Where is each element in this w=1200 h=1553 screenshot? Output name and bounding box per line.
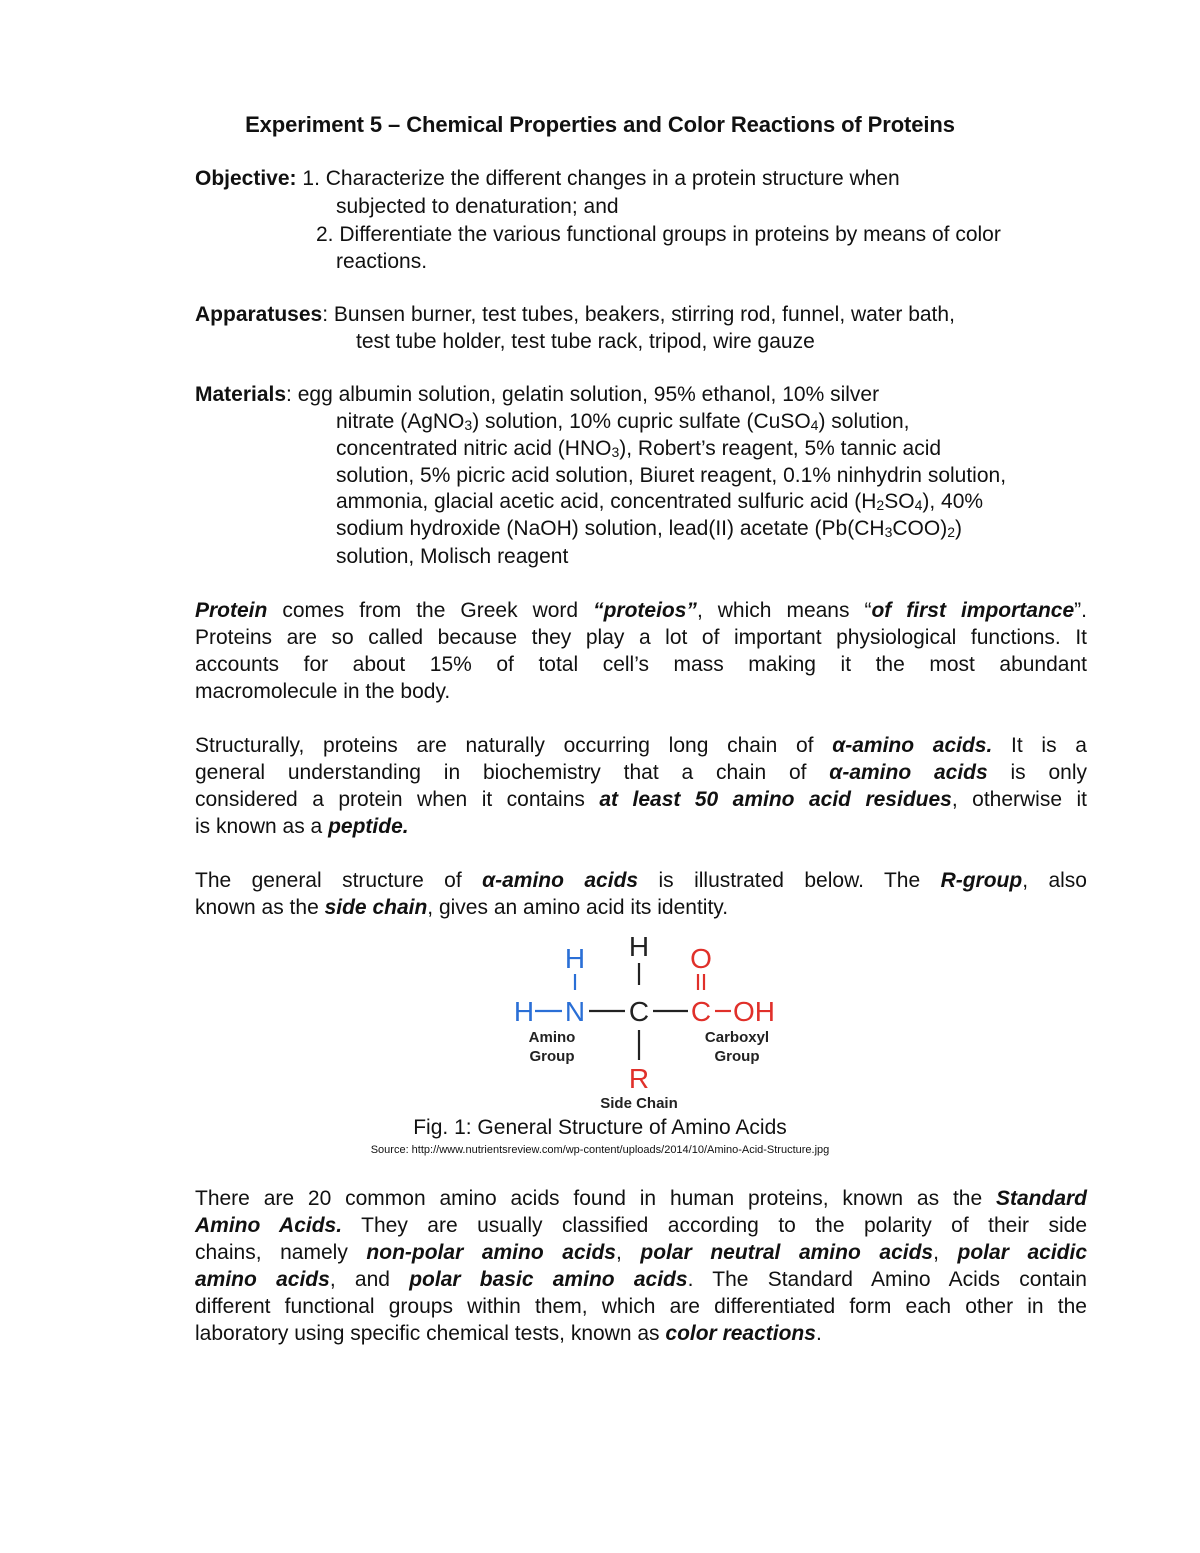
subscript: 4: [914, 497, 923, 513]
paragraph-general-structure: [195, 867, 1087, 921]
emphasis: amino acids: [195, 1268, 330, 1291]
objective-item-1-continued: subjected to denaturation; and: [336, 195, 619, 218]
carboxyl-group-label-2: Group: [714, 1048, 760, 1065]
subscript: 3: [611, 444, 620, 460]
materials-line-2: [336, 408, 910, 435]
objective-item-2-number: 2.: [316, 223, 334, 246]
text: , otherwise it: [951, 788, 1087, 811]
emphasis: of first importance: [871, 599, 1075, 622]
objective-label: Objective:: [195, 167, 297, 190]
subscript: 2: [947, 524, 955, 540]
materials-text: COO): [892, 517, 948, 540]
paragraph-line: [195, 1212, 1087, 1239]
o-label: O: [690, 943, 712, 974]
paragraph-line: [195, 732, 1087, 759]
materials-line-3: [336, 435, 941, 462]
side-chain-label: Side Chain: [600, 1095, 678, 1112]
h-left-label: H: [513, 996, 535, 1027]
amino-group-label-2: Group: [529, 1048, 575, 1065]
apparatuses-text: : Bunsen burner, test tubes, beakers, stirring rod, funnel, water bath,: [322, 303, 955, 326]
materials-line-5: [336, 488, 983, 515]
emphasis: non-polar amino acids: [366, 1241, 616, 1264]
emphasis: Standard: [995, 1187, 1087, 1210]
emphasis: α-amino acids.: [832, 734, 993, 757]
materials-line-7: solution, Molisch reagent: [336, 545, 569, 568]
apparatuses-label: Apparatuses: [195, 303, 323, 326]
h-amino-label: H: [564, 943, 586, 974]
apparatuses-line-2: test tube holder, test tube rack, tripod, wire gauze: [356, 330, 815, 353]
text: general understanding in biochemistry that a chain of: [195, 761, 830, 784]
text: It is a: [992, 734, 1087, 757]
c-carboxyl-label: C: [690, 996, 712, 1027]
materials-line-1: [195, 381, 879, 408]
text: ”.: [1074, 599, 1087, 622]
emphasis: R-group: [940, 869, 1023, 892]
text: The general structure of: [195, 869, 483, 892]
text: . The Standard Amino Acids contain: [687, 1268, 1087, 1291]
objective-line-1: [195, 165, 900, 192]
r-group-label: R: [628, 1063, 650, 1094]
text: , also: [1022, 869, 1087, 892]
n-label: N: [564, 996, 586, 1027]
c-alpha-label: C: [628, 996, 650, 1027]
text: .: [815, 1322, 822, 1345]
apparatuses-line-1: [195, 301, 955, 328]
h-top-label: H: [628, 931, 650, 962]
emphasis: color reactions: [665, 1322, 816, 1345]
paragraph-structure: [195, 732, 1087, 840]
materials-text: ): [954, 517, 962, 540]
emphasis: peptide.: [328, 815, 409, 838]
paragraph-line: [195, 813, 1087, 840]
objective-line-2: [316, 221, 1001, 248]
text: ,: [933, 1241, 958, 1264]
paragraph-line: different functional groups within them, which are differentiated form each other in the: [195, 1295, 1087, 1318]
objective-item-2-continued: reactions.: [336, 250, 428, 273]
emphasis: α-amino acids: [829, 761, 988, 784]
materials-line-4: solution, 5% picric acid solution, Biuret reagent, 0.1% ninhydrin solution,: [336, 464, 1007, 487]
paragraph-line: [195, 1320, 1087, 1347]
text: , which means “: [696, 599, 872, 622]
text: ,: [615, 1241, 641, 1264]
text: is only: [987, 761, 1087, 784]
figure-caption: Fig. 1: General Structure of Amino Acids: [413, 1116, 787, 1139]
emphasis: polar neutral amino acids: [640, 1241, 934, 1264]
amino-group-label-1: Amino: [528, 1029, 576, 1046]
paragraph-line: [195, 1239, 1087, 1266]
materials-line-6: [336, 515, 962, 542]
materials-text: ), 40%: [922, 490, 984, 513]
materials-text: sodium hydroxide (NaOH) solution, lead(II) acetate (Pb(CH: [336, 517, 885, 540]
materials-text: ) solution, 10% cupric sulfate (CuSO: [472, 410, 811, 433]
paragraph-line: macromolecule in the body.: [195, 680, 451, 703]
emphasis: polar acidic: [957, 1241, 1088, 1264]
materials-text: SO: [884, 490, 915, 513]
emphasis: polar basic amino acids: [409, 1268, 688, 1291]
emphasis: “proteios”: [593, 599, 697, 622]
text: considered a protein when it contains: [195, 788, 600, 811]
amino-acid-structure-diagram: [505, 930, 805, 1115]
text: is illustrated below. The: [638, 869, 941, 892]
paragraph-protein-definition: [195, 597, 1087, 705]
text: Structurally, proteins are naturally occurring long chain of: [195, 734, 833, 757]
text: laboratory using specific chemical tests, known as: [195, 1322, 666, 1345]
text: They are usually classified according to the polarity of their side: [342, 1214, 1088, 1237]
text: chains, namely: [195, 1241, 367, 1264]
text: There are 20 common amino acids found in human proteins, known as the: [195, 1187, 996, 1210]
materials-text-1: : egg albumin solution, gelatin solution, 95% ethanol, 10% silver: [286, 383, 880, 406]
paragraph-line: [195, 786, 1087, 813]
paragraph-line: [195, 1266, 1087, 1293]
objective-item-1-text: Characterize the different changes in a protein structure when: [325, 167, 900, 190]
emphasis: Protein: [195, 599, 268, 622]
subscript: 3: [884, 524, 893, 540]
paragraph-line: [195, 894, 1087, 921]
emphasis: Amino Acids.: [195, 1214, 343, 1237]
paragraph-line: [195, 867, 1087, 894]
paragraph-line: [195, 759, 1087, 786]
paragraph-line: Proteins are so called because they play a lot of important physiological functions. It: [195, 626, 1087, 649]
subscript: 2: [876, 497, 885, 513]
text: , gives an amino acid its identity.: [427, 896, 729, 919]
text: , and: [329, 1268, 410, 1291]
materials-text: ) solution,: [818, 410, 910, 433]
emphasis: side chain: [324, 896, 428, 919]
materials-text: nitrate (AgNO: [336, 410, 465, 433]
paragraph-line: [195, 1185, 1087, 1212]
paragraph-line: [195, 597, 1087, 624]
text: comes from the Greek word: [267, 599, 594, 622]
paragraph-standard-amino-acids: [195, 1185, 1087, 1347]
carboxyl-group-label-1: Carboxyl: [704, 1029, 770, 1046]
materials-text: ammonia, glacial acetic acid, concentrated sulfuric acid (H: [336, 490, 877, 513]
text: is known as a: [195, 815, 329, 838]
objective-item-1-number: 1.: [302, 167, 320, 190]
figure-source: Source: http://www.nutrientsreview.com/wp-content/uploads/2014/10/Amino-Acid-Structure.jpg: [370, 1144, 830, 1156]
subscript: 4: [810, 417, 819, 433]
emphasis: α-amino acids: [482, 869, 639, 892]
objective-item-2-text: Differentiate the various functional groups in proteins by means of color: [339, 223, 1001, 246]
document-title: Experiment 5 – Chemical Properties and Color Reactions of Proteins: [245, 112, 955, 137]
paragraph-line: accounts for about 15% of total cell’s mass making it the most abundant: [195, 653, 1087, 676]
text: known as the: [195, 896, 325, 919]
materials-text: concentrated nitric acid (HNO: [336, 437, 612, 460]
oh-label: OH: [733, 996, 775, 1027]
materials-label: Materials: [195, 383, 287, 406]
emphasis: at least 50 amino acid residues: [599, 788, 952, 811]
subscript: 3: [464, 417, 473, 433]
materials-text: ), Robert’s reagent, 5% tannic acid: [619, 437, 942, 460]
